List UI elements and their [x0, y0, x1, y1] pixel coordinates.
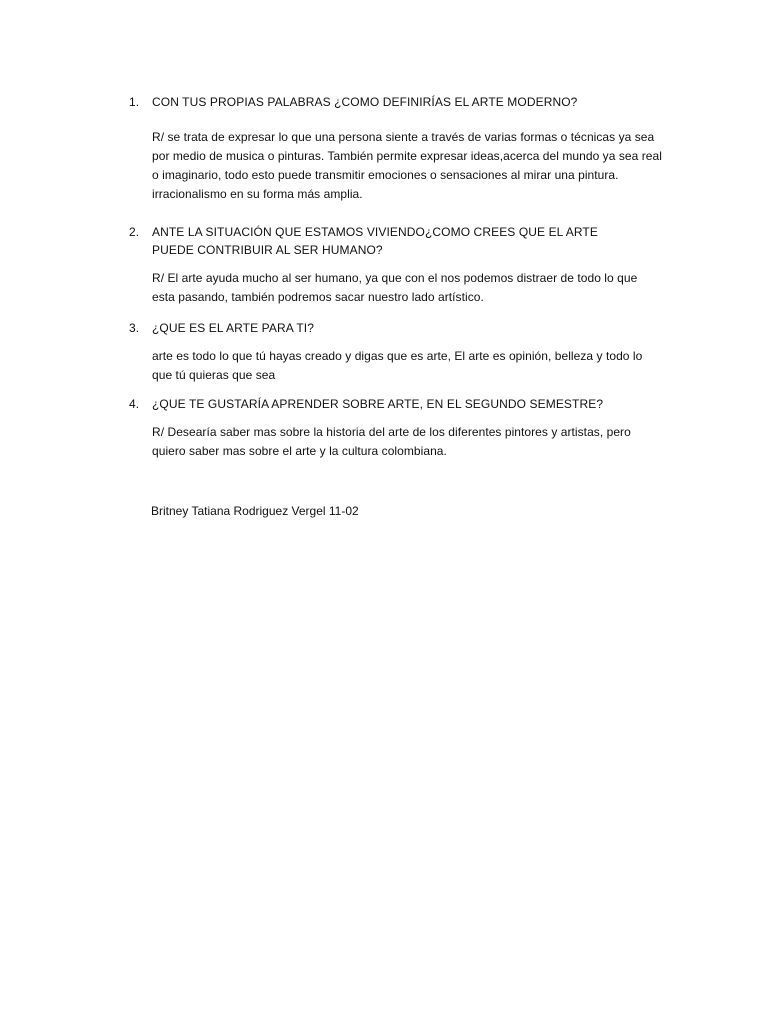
question-1 [129, 93, 652, 111]
answer-3: arte es todo lo que tú hayas creado y digas que es arte, El arte es opinión, belleza y todo lo que tú quieras que sea [152, 349, 643, 382]
question-2 [129, 223, 622, 259]
answer-4: R/ Desearía saber mas sobre la historia del arte de los diferentes pintores y artistas, pero quiero saber mas sobre el arte y la cultura colombiana. [152, 425, 631, 458]
question-4 [129, 395, 652, 413]
question-text-4: ¿QUE TE GUSTARÍA APRENDER SOBRE ARTE, EN EL SEGUNDO SEMESTRE? [152, 397, 604, 411]
question-number-1: 1. [129, 95, 140, 109]
question-block-1 [0, 93, 768, 204]
answer-1: R/ se trata de expresar lo que una persona siente a través de varias formas o técnicas ya sea por medio de musica o pinturas. También permite expresar ideas,acerca del mundo ya sea real o imaginario, todo esto puede transmitir emociones o sensaciones al mirar una pintura. irracionalismo en su forma más amplia. [152, 130, 662, 201]
question-number-4: 4. [129, 397, 140, 411]
question-number-2: 2. [129, 225, 140, 239]
question-text-1: CON TUS PROPIAS PALABRAS ¿COMO DEFINIRÍAS EL ARTE MODERNO? [152, 95, 578, 109]
question-text-3: ¿QUE ES EL ARTE PARA TI? [152, 321, 315, 335]
question-block-4 [0, 395, 768, 461]
question-block-2 [0, 223, 768, 307]
question-text-2: ANTE LA SITUACIÓN QUE ESTAMOS VIVIENDO¿COMO CREES QUE EL ARTE PUEDE CONTRIBUIR AL SER HUMANO? [152, 225, 598, 257]
question-number-3: 3. [129, 321, 140, 335]
question-block-3 [0, 319, 768, 385]
answer-2: R/ El arte ayuda mucho al ser humano, ya que con el nos podemos distraer de todo lo que esta pasando, también podremos sacar nuestro lado artístico. [152, 271, 638, 304]
signature: Britney Tatiana Rodriguez Vergel 11-02 [151, 504, 359, 518]
question-3 [129, 319, 652, 337]
